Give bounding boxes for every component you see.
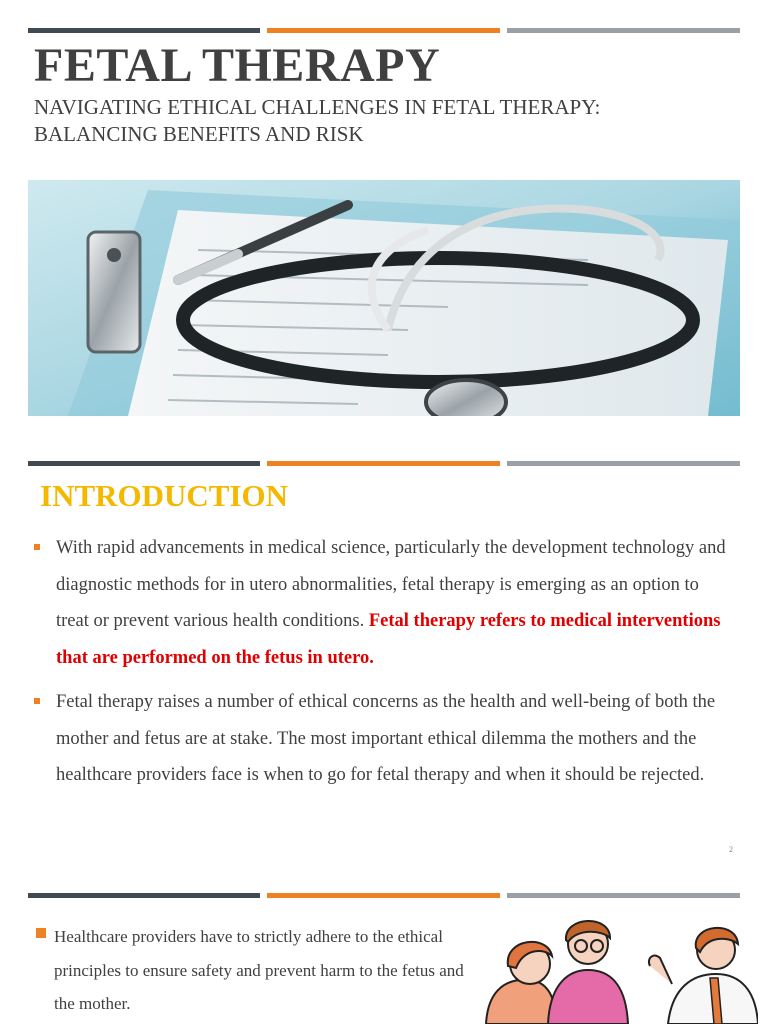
principles-bullet-list	[34, 920, 464, 1021]
bullet-item	[34, 530, 734, 676]
bullet-item	[34, 920, 464, 1021]
bullet-text: With rapid advancements in medical science, particularly the development technology and diagnostic methods for in utero abnormalities, fetal therapy is emerging as an option to treat or prevent various health conditions.	[56, 538, 726, 631]
accent-bar-gray	[507, 28, 740, 33]
bullet-marker-icon	[36, 928, 46, 938]
bullet-text: Fetal therapy raises a number of ethical concerns as the health and well-being of both the mother and fetus are at stake. The most important ethical dilemma the mothers and the healthcare providers face is when to go for fetal therapy and when it should be rejected.	[56, 692, 716, 785]
accent-bar-orange	[267, 893, 500, 898]
bullet-text: Healthcare providers have to strictly adhere to the ethical principles to ensure safety and prevent harm to the fetus and the mother.	[54, 927, 464, 1013]
bullet-highlight: Fetal therapy refers to medical interventions that are performed on the fetus in utero.	[56, 611, 721, 668]
accent-bar-gray	[507, 893, 740, 898]
bullet-marker-icon	[34, 544, 40, 550]
subtitle-line-1: NAVIGATING ETHICAL CHALLENGES IN FETAL THERAPY:	[34, 95, 601, 119]
subtitle-line-2: BALANCING BENEFITS AND RISK	[34, 122, 364, 146]
slide-subtitle	[34, 94, 734, 148]
bottom-accent-bars	[28, 893, 740, 898]
accent-bar-dark	[28, 461, 260, 466]
accent-bar-dark	[28, 28, 260, 33]
introduction-heading: INTRODUCTION	[40, 478, 289, 513]
accent-bar-orange	[267, 461, 500, 466]
accent-bar-orange	[267, 28, 500, 33]
stethoscope-photo	[28, 180, 740, 416]
introduction-bullet-list	[34, 530, 734, 802]
accent-bar-gray	[507, 461, 740, 466]
section-accent-bars	[28, 461, 740, 466]
bullet-item	[34, 684, 734, 794]
top-accent-bars	[28, 28, 740, 33]
accent-bar-dark	[28, 893, 260, 898]
bullet-marker-icon	[34, 698, 40, 704]
slide-title: FETAL THERAPY	[34, 39, 441, 92]
doctor-couple-illustration	[478, 908, 758, 1024]
page-number: 2	[729, 845, 733, 854]
